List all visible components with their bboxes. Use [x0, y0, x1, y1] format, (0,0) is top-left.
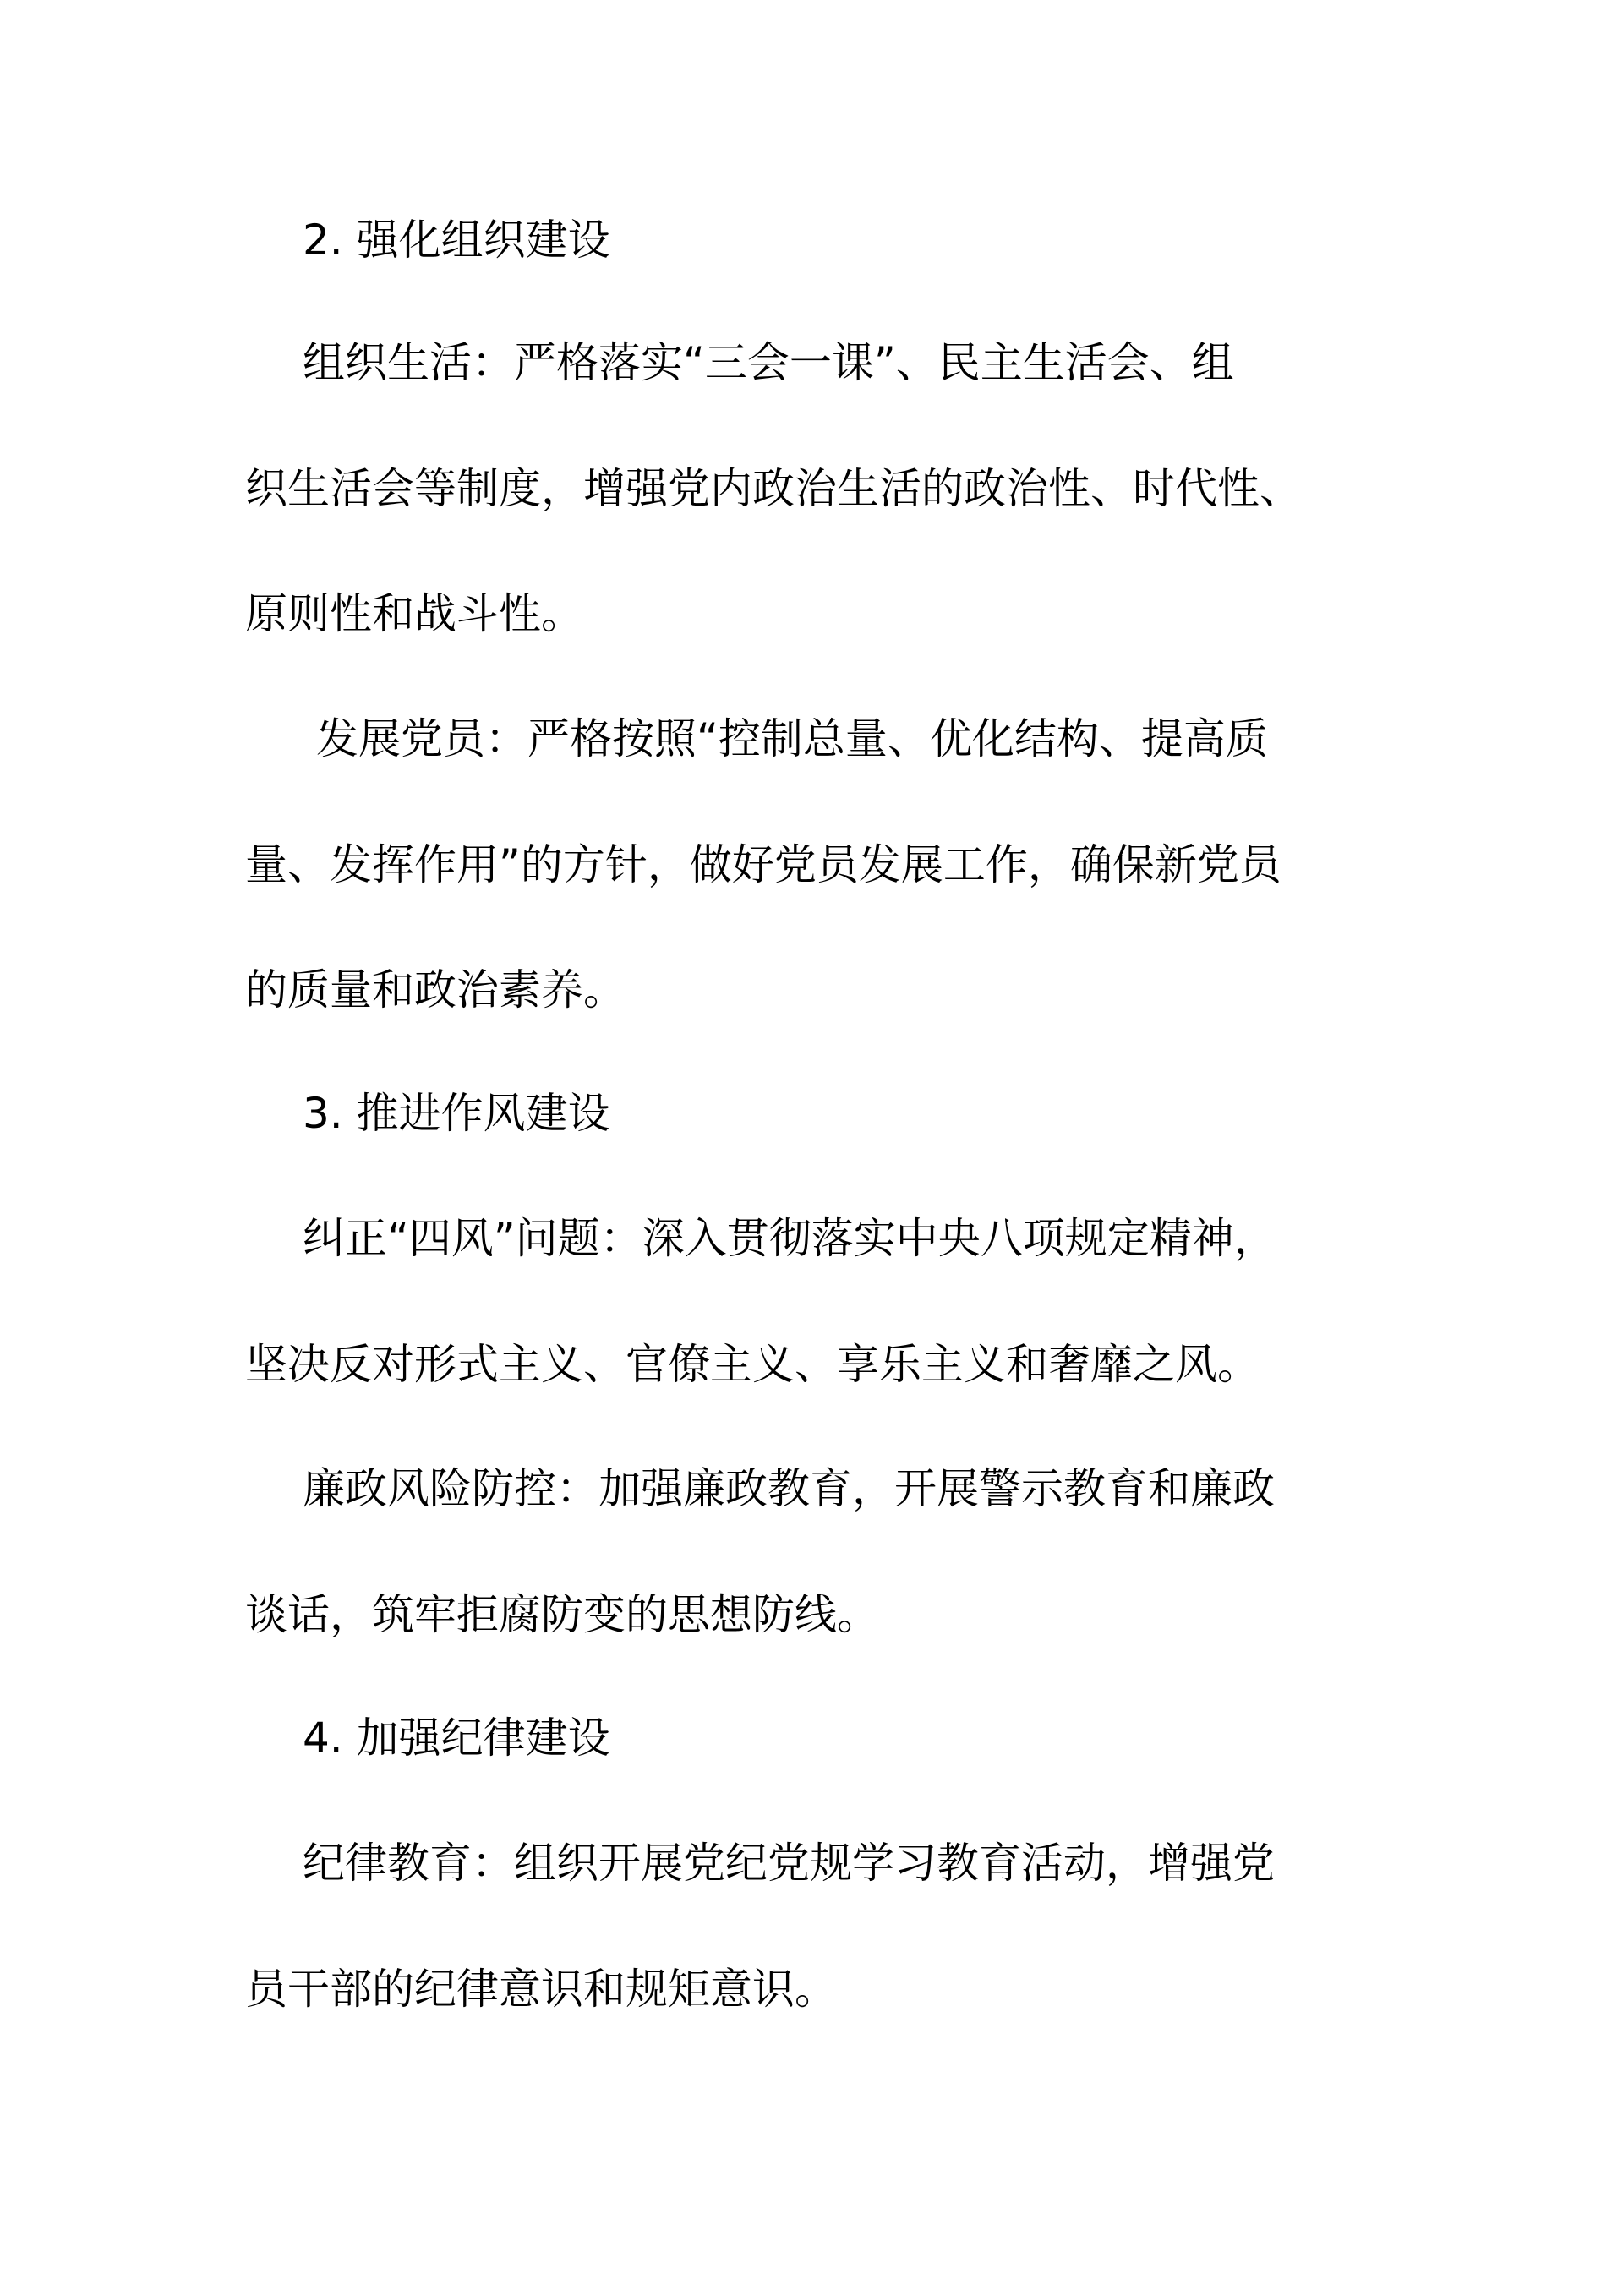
paragraph-line: 纠正“四风”问题：深入贯彻落实中央八项规定精神，	[303, 1214, 1276, 1263]
paragraph-line: 织生活会等制度，增强党内政治生活的政治性、时代性、	[245, 464, 1302, 513]
paragraph-line: 发展党员：严格按照“控制总量、优化结构、提高质	[316, 714, 1268, 763]
section-heading-2: 2. 强化组织建设	[303, 216, 610, 265]
paragraph-line: 纪律教育：组织开展党纪党规学习教育活动，增强党	[303, 1839, 1275, 1888]
paragraph-line: 员干部的纪律意识和规矩意识。	[245, 1965, 837, 2014]
paragraph-line: 原则性和战斗性。	[245, 589, 583, 638]
paragraph-line: 谈话，筑牢拒腐防变的思想防线。	[245, 1590, 879, 1639]
paragraph-line: 量、发挥作用”的方针，做好党员发展工作，确保新党员	[245, 840, 1281, 889]
paragraph-line: 组织生活：严格落实“三会一课”、民主生活会、组	[303, 338, 1234, 387]
paragraph-line: 坚决反对形式主义、官僚主义、享乐主义和奢靡之风。	[245, 1340, 1260, 1389]
section-heading-3: 3. 推进作风建设	[303, 1089, 610, 1138]
paragraph-line: 的质量和政治素养。	[245, 965, 626, 1014]
paragraph-line: 廉政风险防控：加强廉政教育，开展警示教育和廉政	[303, 1464, 1275, 1513]
section-heading-4: 4. 加强纪律建设	[303, 1714, 610, 1763]
